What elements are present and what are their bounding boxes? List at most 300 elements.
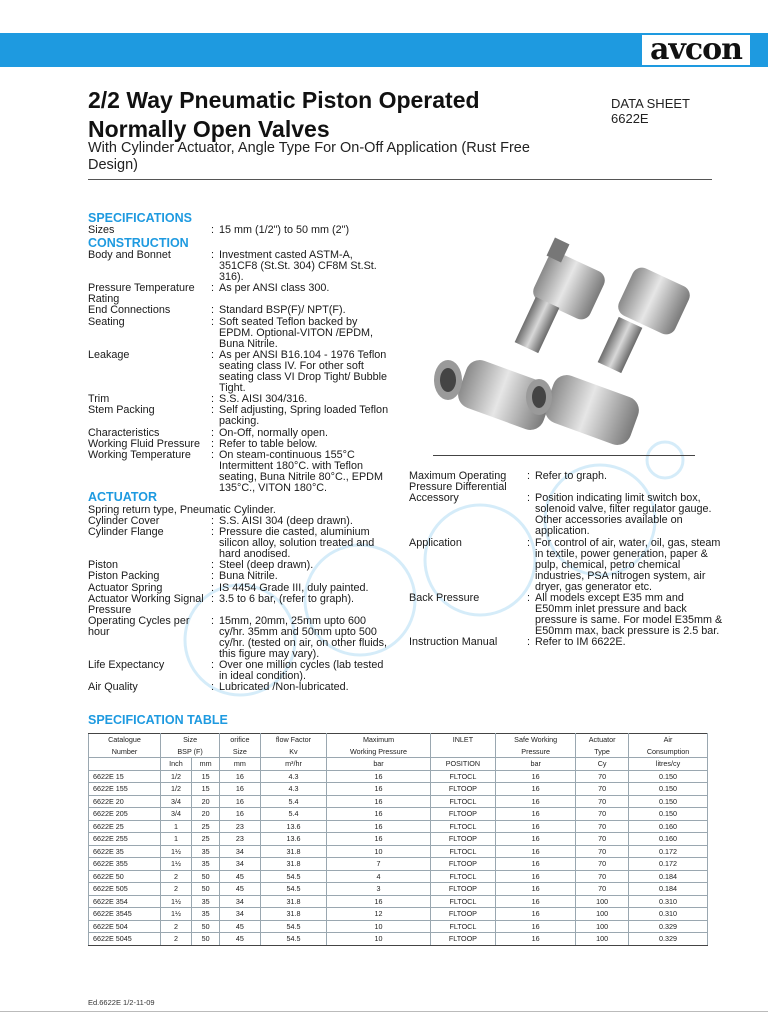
th3-mm: mm — [191, 758, 219, 771]
right_specs-value: Refer to IM 6622E. — [535, 636, 626, 649]
table-cell: 1/2 — [161, 783, 192, 796]
table-cell: 54.5 — [260, 920, 327, 933]
table-row — [89, 808, 708, 821]
actuator-row — [88, 660, 393, 682]
datasheet-line1: DATA SHEET — [611, 96, 690, 111]
construction-value: Refer to table below. — [219, 437, 318, 450]
table-cell: 5.4 — [260, 808, 327, 821]
table-cell: 54.5 — [260, 883, 327, 896]
construction-value: Standard BSP(F)/ NPT(F). — [219, 304, 346, 317]
table-header-row-2 — [89, 746, 708, 758]
table-cell: 0.160 — [629, 833, 708, 846]
logo-text: avcon — [650, 32, 742, 67]
actuator-value: Steel (deep drawn). — [219, 559, 314, 572]
th3-cy: Cy — [576, 758, 629, 771]
table-cell: 16 — [327, 820, 430, 833]
construction-label: Trim — [88, 393, 110, 406]
th-max: Maximum — [327, 734, 430, 746]
construction-label: Stem Packing — [88, 404, 155, 417]
actuator-value: Pressure die casted, aluminium silicon alloy, solution treated and hard anodised. — [219, 526, 375, 561]
table-row — [89, 908, 708, 921]
colon-separator: : — [211, 581, 214, 594]
table-cell: FLTOCL — [430, 895, 496, 908]
table-cell: FLTOOP — [430, 808, 496, 821]
table-cell: 10 — [327, 845, 430, 858]
table-cell: 34 — [220, 845, 260, 858]
table-cell: 1 — [161, 820, 192, 833]
actuator-row — [88, 616, 393, 660]
colon-separator: : — [527, 470, 530, 482]
table-cell: 25 — [191, 833, 219, 846]
construction-row — [88, 450, 393, 494]
colon-separator: : — [211, 515, 214, 527]
th2-pressure: Pressure — [496, 746, 576, 758]
spec-table-heading: SPECIFICATION TABLE — [88, 713, 228, 727]
colon-separator: : — [211, 282, 214, 295]
header-bar — [0, 33, 768, 67]
table-cell: 16 — [496, 883, 576, 896]
right_specs-value: All models except E35 mm and E50mm inlet pressure and back pressure is same. For model E35mm & E50mm max, back pressure is 2.5 bar. — [535, 592, 723, 638]
table-cell: 6622E 255 — [89, 833, 161, 846]
table-row — [89, 783, 708, 796]
table-cell: 54.5 — [260, 933, 327, 946]
construction-value: Soft seated Teflon backed by EPDM. Optional-VITON /EPDM, Buna Nitrile. — [219, 315, 373, 350]
table-cell: 34 — [220, 895, 260, 908]
table-cell: 10 — [327, 920, 430, 933]
table-cell: 35 — [191, 895, 219, 908]
actuator-value: 3.5 to 6 bar, (refer to graph). — [219, 592, 355, 605]
table-cell: 0.150 — [629, 795, 708, 808]
table-cell: FLTOCL — [430, 795, 496, 808]
table-cell: 7 — [327, 858, 430, 871]
table-cell: 70 — [576, 833, 629, 846]
right_specs-label: Accessory — [409, 492, 459, 505]
table-cell: 16 — [496, 770, 576, 783]
colon-separator: : — [211, 570, 214, 583]
table-cell: 16 — [220, 783, 260, 796]
table-cell: 50 — [191, 933, 219, 946]
table-cell: 16 — [327, 795, 430, 808]
th-catalogue: Catalogue — [89, 734, 161, 746]
table-cell: 23 — [220, 820, 260, 833]
table-cell: 0.150 — [629, 808, 708, 821]
table-cell: 54.5 — [260, 870, 327, 883]
construction-row — [88, 305, 393, 316]
table-cell: 70 — [576, 883, 629, 896]
table-cell: FLTOOP — [430, 883, 496, 896]
table-cell: 16 — [496, 933, 576, 946]
table-cell: 50 — [191, 870, 219, 883]
table-cell: 50 — [191, 920, 219, 933]
table-cell: 16 — [496, 783, 576, 796]
actuator-row — [88, 682, 393, 693]
th2-inlet — [430, 746, 496, 758]
actuator-value: 15mm, 20mm, 25mm upto 600 cy/hr. 35mm and 50mm upto 500 cy/hr. (tested on air, on other fluids, this figure may vary). — [219, 614, 388, 661]
table-cell: FLTOOP — [430, 783, 496, 796]
table-cell: 6622E 50 — [89, 870, 161, 883]
colon-separator: : — [211, 526, 214, 539]
table-cell: 16 — [496, 870, 576, 883]
colon-separator: : — [211, 614, 214, 627]
table-cell: 45 — [220, 870, 260, 883]
table-cell: 16 — [327, 783, 430, 796]
actuator-label: Operating Cycles per hour — [88, 614, 190, 638]
table-cell: 2 — [161, 883, 192, 896]
edition-footer: Ed.6622E 1/2-11-09 — [88, 998, 155, 1007]
table-cell: 6622E 205 — [89, 808, 161, 821]
table-cell: FLTOOP — [430, 858, 496, 871]
table-cell: 16 — [496, 833, 576, 846]
right_specs-value: Position indicating limit switch box, solenoid valve, filter regulator gauge. Other accessories available on application. — [535, 492, 712, 538]
actuator-list — [88, 516, 393, 694]
construction-value: On-Off, normally open. — [219, 426, 329, 439]
th-inlet: INLET — [430, 734, 496, 746]
table-cell: 50 — [191, 883, 219, 896]
table-cell: 6622E 354 — [89, 895, 161, 908]
construction-label: Leakage — [88, 348, 130, 361]
table-cell: 13.6 — [260, 820, 327, 833]
specifications-value: 15 mm (1/2") to 50 mm (2") — [219, 224, 350, 236]
colon-separator: : — [527, 636, 530, 649]
table-cell: 5.4 — [260, 795, 327, 808]
table-cell: 16 — [327, 808, 430, 821]
table-cell: 100 — [576, 908, 629, 921]
colon-separator: : — [527, 492, 530, 505]
table-row — [89, 933, 708, 946]
table-row — [89, 870, 708, 883]
specifications-list — [88, 225, 388, 236]
table-cell: 100 — [576, 895, 629, 908]
table-row — [89, 845, 708, 858]
table-row — [89, 858, 708, 871]
table-cell: 31.8 — [260, 908, 327, 921]
table-cell: 20 — [191, 808, 219, 821]
page-subtitle: With Cylinder Actuator, Angle Type For On-Off Application (Rust Free Design) — [88, 140, 530, 173]
actuator-label: Life Expectancy — [88, 659, 165, 672]
actuator-value: S.S. AISI 304 (deep drawn). — [219, 515, 353, 527]
th2-wp: Working Pressure — [327, 746, 430, 758]
actuator-label: Cylinder Cover — [88, 515, 160, 527]
colon-separator: : — [211, 681, 214, 694]
right_specs-value: Refer to graph. — [535, 470, 608, 482]
specifications-label: Sizes — [88, 224, 115, 236]
actuator-label: Actuator Spring — [88, 581, 163, 594]
construction-value: As per ANSI class 300. — [219, 282, 330, 295]
table-cell: 15 — [191, 770, 219, 783]
table-cell: 16 — [327, 895, 430, 908]
table-cell: 3 — [327, 883, 430, 896]
table-cell: 12 — [327, 908, 430, 921]
table-cell: 23 — [220, 833, 260, 846]
actuator-row — [88, 594, 393, 616]
table-cell: 0.150 — [629, 770, 708, 783]
table-cell: 45 — [220, 920, 260, 933]
colon-separator: : — [211, 348, 214, 361]
construction-label: Working Fluid Pressure — [88, 437, 201, 450]
table-cell: 1½ — [161, 908, 192, 921]
table-cell: 1/2 — [161, 770, 192, 783]
th2-number: Number — [89, 746, 161, 758]
table-cell: 0.184 — [629, 883, 708, 896]
table-cell: 0.184 — [629, 870, 708, 883]
table-cell: 70 — [576, 820, 629, 833]
actuator-row — [88, 571, 393, 582]
construction-value: S.S. AISI 304/316. — [219, 393, 308, 406]
table-row — [89, 895, 708, 908]
th-air: Air — [629, 734, 708, 746]
construction-label: Seating — [88, 315, 125, 328]
table-cell: 2 — [161, 870, 192, 883]
image-divider — [433, 455, 695, 456]
table-cell: 6622E 25 — [89, 820, 161, 833]
page-title: 2/2 Way Pneumatic Piston Operated Normally Open Valves — [88, 87, 480, 142]
table-cell: 16 — [496, 808, 576, 821]
table-header-row-1 — [89, 734, 708, 746]
colon-separator: : — [527, 536, 530, 549]
table-cell: 35 — [191, 845, 219, 858]
right-spec-list — [409, 471, 724, 649]
actuator-row — [88, 527, 393, 560]
header-divider — [88, 179, 712, 180]
table-cell: 35 — [191, 908, 219, 921]
table-cell: 45 — [220, 883, 260, 896]
table-cell: 16 — [496, 820, 576, 833]
right_specs-row — [409, 538, 724, 593]
table-cell: 31.8 — [260, 845, 327, 858]
table-row — [89, 920, 708, 933]
table-cell: 16 — [220, 770, 260, 783]
spec-table-body — [89, 770, 708, 945]
table-cell: 15 — [191, 783, 219, 796]
specifications-heading: SPECIFICATIONS — [88, 211, 192, 225]
th-orifice: orifice — [220, 734, 260, 746]
construction-row — [88, 250, 393, 283]
th-actuator: Actuator — [576, 734, 629, 746]
table-cell: 31.8 — [260, 858, 327, 871]
construction-value: Investment casted ASTM-A, 351CF8 (St.St. 304) CF8M St.St. 316). — [219, 249, 377, 284]
actuator-label: Air Quality — [88, 681, 138, 694]
th3-inch: Inch — [161, 758, 192, 771]
construction-row — [88, 283, 393, 305]
colon-separator: : — [211, 249, 214, 261]
colon-separator: : — [211, 592, 214, 605]
construction-label: Characteristics — [88, 426, 160, 439]
valve-product-image — [420, 230, 710, 455]
table-cell: 3/4 — [161, 808, 192, 821]
table-cell: 1½ — [161, 895, 192, 908]
table-cell: 6622E 3545 — [89, 908, 161, 921]
table-cell: 70 — [576, 808, 629, 821]
right_specs-row — [409, 593, 724, 637]
th2-consumption: Consumption — [629, 746, 708, 758]
th2-size: Size — [220, 746, 260, 758]
table-cell: 6622E 504 — [89, 920, 161, 933]
table-cell: 20 — [191, 795, 219, 808]
table-cell: 4.3 — [260, 770, 327, 783]
table-cell: FLTOCL — [430, 920, 496, 933]
table-cell: 4.3 — [260, 783, 327, 796]
table-cell: 6622E 20 — [89, 795, 161, 808]
th3-blank — [89, 758, 161, 771]
table-cell: 0.150 — [629, 783, 708, 796]
datasheet-label — [611, 96, 690, 126]
table-cell: 16 — [496, 895, 576, 908]
th-safe: Safe Working — [496, 734, 576, 746]
spec-table — [88, 733, 708, 946]
actuator-label: Actuator Working Signal Pressure — [88, 592, 204, 616]
table-cell: 6622E 355 — [89, 858, 161, 871]
avcon-logo — [642, 32, 750, 67]
table-row — [89, 833, 708, 846]
table-cell: 0.160 — [629, 820, 708, 833]
table-cell: 16 — [220, 795, 260, 808]
table-cell: 6622E 155 — [89, 783, 161, 796]
colon-separator: : — [211, 426, 214, 439]
table-header-row-3 — [89, 758, 708, 771]
table-cell: 70 — [576, 858, 629, 871]
colon-separator: : — [211, 448, 214, 461]
colon-separator: : — [211, 304, 214, 317]
right_specs-row — [409, 493, 724, 537]
table-cell: FLTOCL — [430, 870, 496, 883]
table-cell: 2 — [161, 933, 192, 946]
th3-bar2: bar — [496, 758, 576, 771]
table-cell: 70 — [576, 870, 629, 883]
actuator-value: Over one million cycles (lab tested in ideal condition). — [219, 659, 384, 683]
table-cell: 0.329 — [629, 933, 708, 946]
actuator-value: IS 4454 Grade III, duly painted. — [219, 581, 369, 594]
construction-label: Working Temperature — [88, 448, 191, 461]
table-cell: FLTOOP — [430, 833, 496, 846]
th3-mm2: mm — [220, 758, 260, 771]
table-cell: 6622E 505 — [89, 883, 161, 896]
colon-separator: : — [211, 315, 214, 328]
right_specs-label: Back Pressure — [409, 592, 480, 605]
right_specs-label: Application — [409, 536, 462, 549]
th2-kv: Kv — [260, 746, 327, 758]
bottom-divider — [0, 1011, 768, 1012]
colon-separator: : — [211, 659, 214, 672]
table-cell: 31.8 — [260, 895, 327, 908]
table-cell: 0.329 — [629, 920, 708, 933]
table-cell: FLTOCL — [430, 820, 496, 833]
table-cell: 25 — [191, 820, 219, 833]
th3-bar: bar — [327, 758, 430, 771]
actuator-value: Lubricated /Non-lubricated. — [219, 681, 349, 694]
table-cell: 34 — [220, 908, 260, 921]
table-cell: FLTOOP — [430, 933, 496, 946]
table-cell: 70 — [576, 795, 629, 808]
table-cell: 3/4 — [161, 795, 192, 808]
table-cell: 10 — [327, 933, 430, 946]
actuator-label: Cylinder Flange — [88, 526, 164, 539]
table-cell: FLTOCL — [430, 770, 496, 783]
table-cell: 16 — [496, 908, 576, 921]
construction-label: End Connections — [88, 304, 171, 317]
colon-separator: : — [211, 393, 214, 406]
construction-label: Pressure Temperature Rating — [88, 282, 195, 306]
th3-m3hr: m³/hr — [260, 758, 327, 771]
colon-separator: : — [211, 224, 214, 236]
table-cell: 6622E 35 — [89, 845, 161, 858]
table-cell: 16 — [220, 808, 260, 821]
th2-type: Type — [576, 746, 629, 758]
datasheet-number: 6622E — [611, 111, 649, 126]
table-cell: 16 — [496, 920, 576, 933]
table-cell: 1 — [161, 833, 192, 846]
construction-list — [88, 250, 393, 494]
th3-litres: litres/cy — [629, 758, 708, 771]
table-row — [89, 883, 708, 896]
table-row — [89, 770, 708, 783]
construction-row — [88, 428, 393, 439]
table-cell: 4 — [327, 870, 430, 883]
table-cell: 1½ — [161, 845, 192, 858]
table-cell: 45 — [220, 933, 260, 946]
table-cell: 70 — [576, 770, 629, 783]
table-cell: 0.172 — [629, 858, 708, 871]
colon-separator: : — [211, 437, 214, 450]
table-cell: 70 — [576, 783, 629, 796]
right_specs-row — [409, 637, 724, 648]
th3-position: POSITION — [430, 758, 496, 771]
table-cell: 13.6 — [260, 833, 327, 846]
construction-row — [88, 405, 393, 427]
actuator-heading: ACTUATOR — [88, 490, 157, 504]
actuator-intro: Spring return type, Pneumatic Cylinder. — [88, 504, 276, 516]
specifications-row — [88, 225, 388, 236]
construction-value: As per ANSI B16.104 - 1976 Teflon seating class IV. For other soft seating class VI Drop Tight/ Bubble Tight. — [219, 348, 388, 395]
table-cell: 16 — [327, 833, 430, 846]
construction-value: Self adjusting, Spring loaded Teflon packing. — [219, 404, 389, 428]
actuator-label: Piston Packing — [88, 570, 160, 583]
th-size: Size — [161, 734, 220, 746]
construction-row — [88, 317, 393, 350]
th2-bsp: BSP (F) — [161, 746, 220, 758]
table-cell: 1½ — [161, 858, 192, 871]
table-row — [89, 795, 708, 808]
table-cell: 34 — [220, 858, 260, 871]
table-cell: 70 — [576, 845, 629, 858]
table-cell: 16 — [496, 858, 576, 871]
table-cell: 16 — [496, 795, 576, 808]
table-cell: 100 — [576, 920, 629, 933]
table-cell: FLTOOP — [430, 908, 496, 921]
actuator-label: Piston — [88, 559, 119, 572]
right_specs-label: Maximum Operating Pressure Differential — [409, 470, 507, 494]
actuator-row — [88, 583, 393, 594]
spec-table-wrap — [88, 733, 708, 946]
table-cell: 0.310 — [629, 895, 708, 908]
construction-label: Body and Bonnet — [88, 249, 171, 261]
table-cell: 0.172 — [629, 845, 708, 858]
table-cell: 2 — [161, 920, 192, 933]
construction-row — [88, 350, 393, 394]
actuator-value: Buna Nitrile. — [219, 570, 278, 583]
right_specs-row — [409, 471, 724, 493]
colon-separator: : — [527, 592, 530, 605]
construction-value: On steam-continuous 155°C Intermittent 180°C. with Teflon seating, Buna Nitrile 80°C., EPDM 135°C., VITON 180°C. — [219, 448, 383, 494]
table-cell: FLTOCL — [430, 845, 496, 858]
th-flow: flow Factor — [260, 734, 327, 746]
right_specs-value: For control of air, water, oil, gas, steam in textile, power generation, paper & pulp, chemical, petro chemical industries, PSA nitrogen system, air dryer, gas generator etc. — [535, 536, 721, 593]
table-row — [89, 820, 708, 833]
right_specs-label: Instruction Manual — [409, 636, 498, 649]
construction-heading: CONSTRUCTION — [88, 236, 189, 250]
table-cell: 16 — [496, 845, 576, 858]
colon-separator: : — [211, 559, 214, 572]
table-cell: 0.310 — [629, 908, 708, 921]
